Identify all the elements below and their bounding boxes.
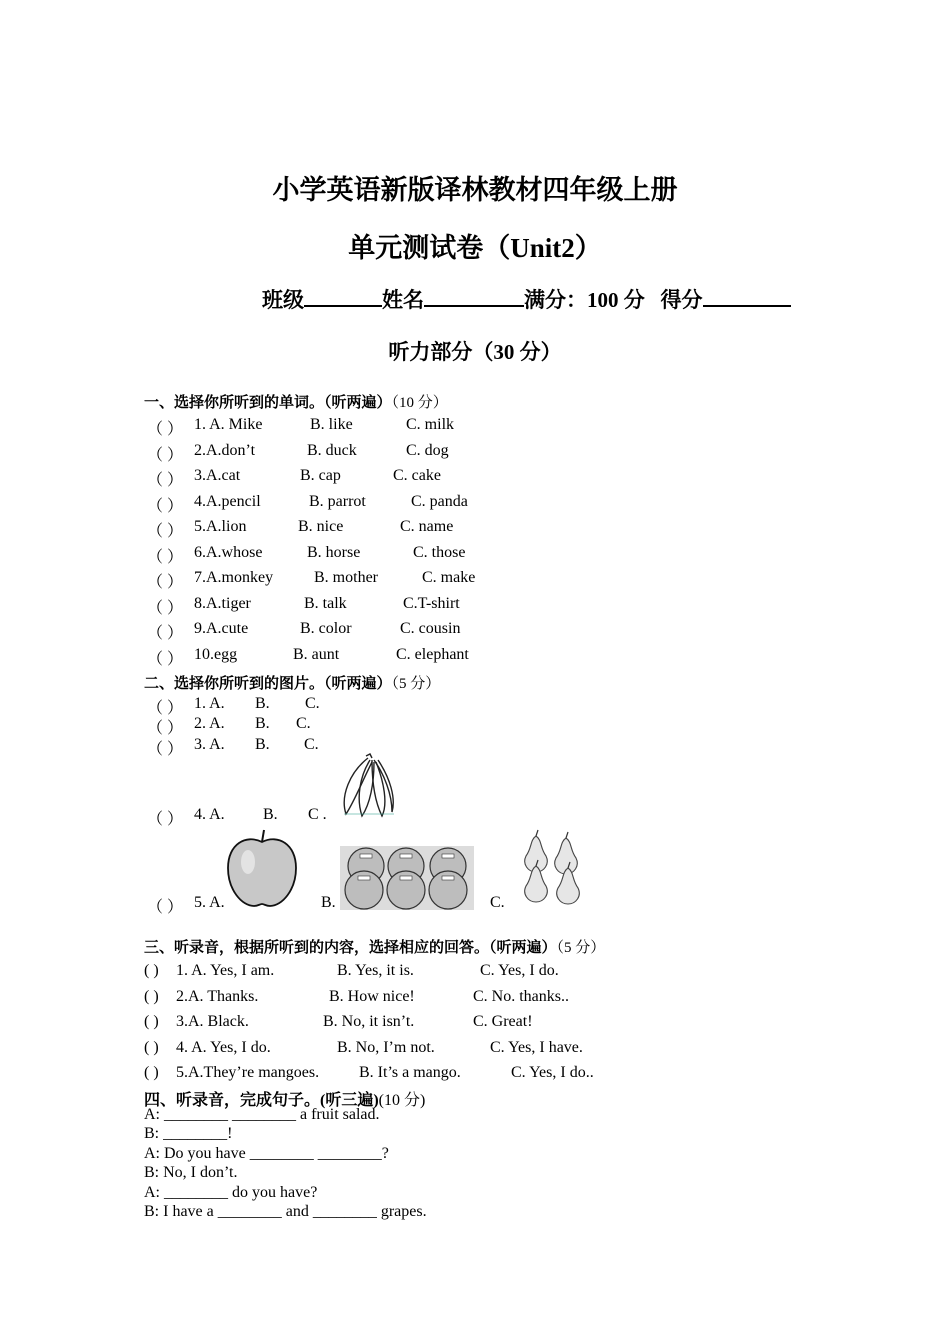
option-b: B. talk (304, 594, 347, 612)
option-a: 5. A. (194, 894, 225, 911)
option-a: 4. A. Yes, I do. (176, 1038, 271, 1056)
option-a: 2.A. Thanks. (176, 987, 259, 1005)
answer-paren[interactable]: （ ） (147, 497, 184, 515)
option-a: 4. A. (194, 806, 225, 823)
answer-paren[interactable]: （ ） (147, 899, 184, 916)
dialogue-line: B: No, I don’t. (144, 1164, 238, 1182)
answer-paren[interactable]: ( ) (144, 962, 159, 979)
section4-title: 四、听录音，完成句子。(听三遍)(10 分) (144, 1092, 426, 1109)
answer-paren[interactable]: （ ） (147, 700, 184, 717)
answer-paren[interactable]: ( ) (144, 1038, 159, 1056)
dialogue-line: B: ________! (144, 1125, 233, 1143)
answer-paren[interactable]: （ ） (147, 650, 184, 668)
score-blank[interactable] (703, 287, 791, 307)
option-b: B. nice (298, 518, 344, 535)
option-a: 3.A.cat (194, 467, 241, 484)
list-item (0, 620, 950, 642)
section2-title: 二、选择你所听到的图片。（听两遍）（5 分） (144, 676, 441, 692)
banana-icon (336, 752, 406, 820)
answer-paren[interactable]: ( ) (144, 987, 159, 1005)
option-a: 9.A.cute (194, 620, 249, 637)
option-a: 1. A. Yes, I am. (176, 962, 275, 979)
list-item (0, 1013, 950, 1035)
option-b: B. parrot (309, 492, 366, 510)
list-item (0, 736, 950, 758)
full-marks: 满分：100 分 (524, 288, 645, 312)
class-blank[interactable] (304, 287, 382, 307)
option-a: 2. A. (194, 715, 225, 732)
answer-paren[interactable]: （ ） (147, 720, 184, 737)
option-c: C. (305, 695, 320, 712)
pears-icon (514, 826, 586, 906)
list-item (0, 806, 950, 828)
option-b: B. aunt (293, 645, 340, 663)
option-a: 1. A. Mike (194, 416, 263, 433)
option-a: 7.A.monkey (194, 569, 274, 586)
apple-icon (226, 828, 298, 908)
option-a: 2.A.don’t (194, 441, 256, 459)
list-item (0, 493, 950, 515)
option-a: 10.egg (194, 645, 238, 663)
list-item (0, 695, 950, 717)
option-c: C. cake (393, 467, 441, 484)
answer-paren[interactable]: （ ） (147, 523, 184, 540)
list-item (0, 988, 950, 1010)
option-c: C. dog (406, 441, 449, 459)
page-subtitle: 单元测试卷（Unit2） (348, 233, 602, 263)
listening-part-heading: 听力部分（30 分） (388, 340, 562, 364)
answer-paren[interactable]: （ ） (147, 625, 184, 642)
option-b: B. It’s a mango. (359, 1064, 461, 1081)
option-c: C. Yes, I have. (490, 1038, 583, 1056)
answer-paren[interactable]: （ ） (147, 446, 184, 464)
option-c: C.T-shirt (403, 594, 460, 612)
option-b: B. color (300, 620, 352, 637)
option-b: B. No, I’m not. (337, 1038, 435, 1056)
dialogue-line: A: ________ do you have? (144, 1183, 318, 1201)
option-b: B. (255, 736, 270, 753)
answer-paren[interactable]: ( ) (144, 1013, 159, 1030)
option-b: B. mother (314, 569, 378, 586)
list-item (0, 442, 950, 464)
list-item (0, 894, 950, 916)
list-item (0, 715, 950, 737)
option-a: 1. A. (194, 695, 225, 712)
score-label: 得分 (660, 288, 703, 312)
answer-paren[interactable]: （ ） (147, 548, 184, 566)
option-a: 3.A. Black. (176, 1013, 249, 1030)
option-c: C. (490, 894, 505, 911)
option-c: C. panda (411, 492, 468, 510)
option-b: B. (321, 894, 336, 911)
option-c: C. make (422, 569, 476, 586)
list-item (0, 1064, 950, 1086)
option-c: C . (308, 806, 327, 823)
option-a: 5.A.They’re mangoes. (176, 1064, 320, 1081)
list-item (0, 518, 950, 540)
list-item (0, 416, 950, 438)
dialogue-line: B: I have a ________ and ________ grapes. (144, 1203, 427, 1220)
section3-title: 三、听录音，根据所听到的内容，选择相应的回答。（听两遍）（5 分） (144, 940, 606, 956)
option-b: B. How nice! (329, 987, 415, 1005)
option-b: B. duck (307, 441, 357, 459)
option-b: B. (255, 695, 270, 712)
option-a: 6.A.whose (194, 543, 263, 561)
option-c: C. (304, 736, 319, 753)
answer-paren[interactable]: （ ） (147, 599, 184, 617)
section1-title: 一、选择你所听到的单词。（听两遍）（10 分） (144, 395, 448, 411)
answer-paren[interactable]: （ ） (147, 472, 184, 489)
name-label: 姓名 (382, 288, 424, 312)
student-info-line (262, 284, 791, 314)
option-a: 4.A.pencil (194, 492, 261, 510)
list-item (0, 595, 950, 617)
list-item (0, 646, 950, 668)
page-title: 小学英语新版译林教材四年级上册 (272, 175, 678, 205)
dialogue-line: A: ________ ________ a fruit salad. (144, 1106, 380, 1123)
option-b: B. No, it isn’t. (323, 1013, 415, 1030)
option-b: B. like (310, 416, 353, 433)
dialogue-line: A: Do you have ________ ________? (144, 1144, 389, 1162)
option-b: B. Yes, it is. (337, 962, 414, 979)
option-b: B. cap (300, 467, 341, 484)
list-item (0, 544, 950, 566)
list-item (0, 1039, 950, 1061)
class-label: 班级 (262, 288, 304, 312)
answer-paren[interactable]: （ ） (147, 811, 184, 828)
name-blank[interactable] (424, 287, 524, 307)
option-b: B. (263, 806, 278, 823)
option-a: 3. A. (194, 736, 225, 753)
oranges-icon (340, 846, 474, 910)
list-item (0, 962, 950, 984)
answer-paren[interactable]: （ ） (147, 421, 184, 438)
option-c: C. cousin (400, 620, 461, 637)
list-item (0, 569, 950, 591)
option-c: C. milk (406, 416, 455, 433)
option-c: C. Yes, I do.. (511, 1064, 594, 1081)
option-b: B. horse (307, 543, 361, 561)
answer-paren[interactable]: ( ) (144, 1064, 159, 1081)
answer-paren[interactable]: （ ） (147, 741, 184, 758)
option-c: C. Yes, I do. (480, 962, 559, 979)
option-c: C. name (400, 518, 454, 535)
option-b: B. (255, 715, 270, 732)
option-c: C. elephant (396, 645, 469, 663)
option-c: C. Great! (473, 1013, 533, 1030)
option-a: 8.A.tiger (194, 594, 251, 612)
answer-paren[interactable]: （ ） (147, 574, 184, 591)
list-item (0, 467, 950, 489)
option-c: C. No. thanks.. (473, 987, 569, 1005)
option-a: 5.A.lion (194, 518, 247, 535)
option-c: C. (296, 715, 311, 732)
option-c: C. those (413, 543, 466, 561)
